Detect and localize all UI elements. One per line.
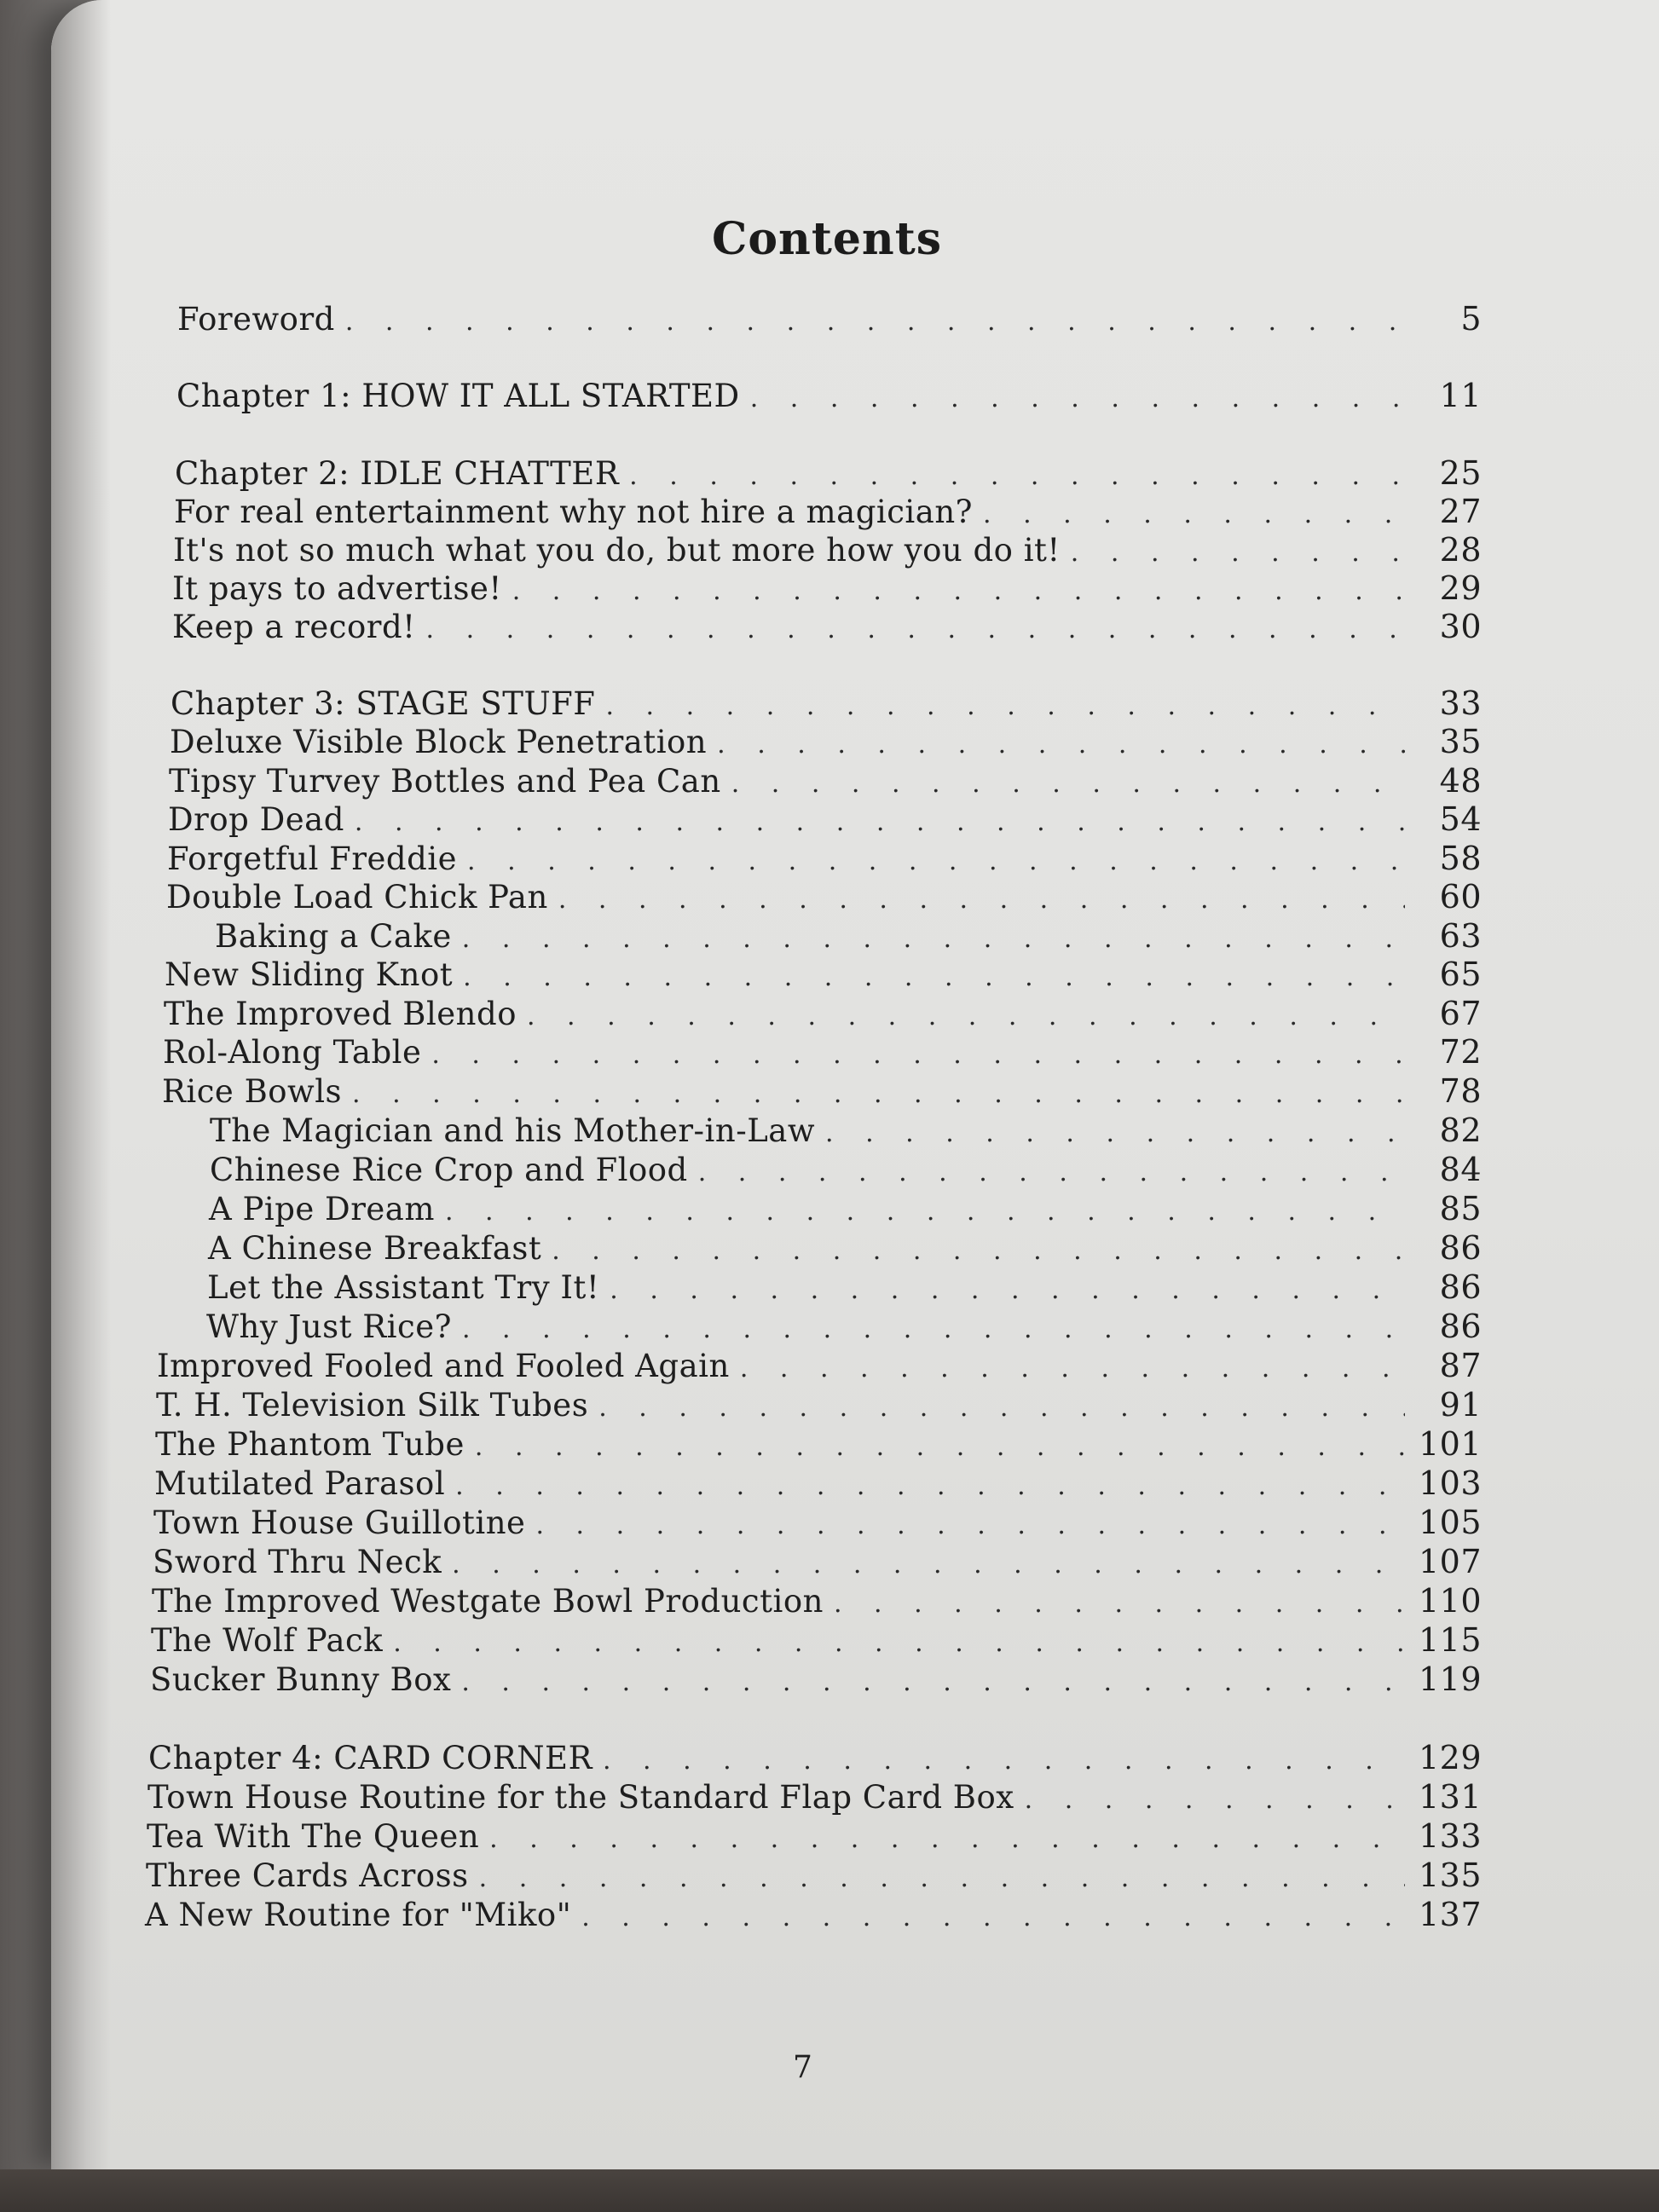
toc-entry-page: 129: [1418, 1739, 1482, 1776]
toc-entry-label: Chinese Rice Crop and Flood: [210, 1152, 688, 1188]
toc-entry: [209, 1190, 1482, 1229]
dot-leader: [535, 1510, 1405, 1540]
toc-entry: [169, 762, 1482, 801]
toc-entry-page: 115: [1418, 1621, 1482, 1659]
dot-leader: [355, 807, 1405, 837]
toc-entry: [173, 531, 1482, 570]
toc-entry-page: 135: [1418, 1857, 1482, 1894]
dot-leader: [461, 1667, 1405, 1697]
dot-leader: [489, 1824, 1405, 1854]
toc-entry-page: 25: [1439, 454, 1482, 492]
dot-leader: [740, 1354, 1405, 1383]
toc-entry-page: 48: [1439, 762, 1482, 800]
toc-entry-label: For real entertainment why not hire a magician?: [174, 494, 973, 530]
toc-entry: [153, 1543, 1482, 1582]
toc-entry-page: 86: [1439, 1268, 1482, 1306]
toc-entry-page: 91: [1439, 1386, 1482, 1424]
toc-entry-label: It's not so much what you do, but more how you do it!: [173, 532, 1061, 569]
toc-entry-label: The Magician and his Mother-in-Law: [210, 1112, 815, 1149]
toc-entry: [147, 1778, 1482, 1817]
toc-entry-label: The Improved Blendo: [164, 996, 517, 1032]
dot-leader: [475, 1432, 1405, 1462]
toc-entry: [145, 1896, 1482, 1935]
toc-entry: [157, 1347, 1482, 1386]
toc-entry: [207, 1268, 1482, 1308]
toc-entry-label: A Pipe Dream: [209, 1191, 435, 1227]
toc-entry-label: Chapter 2: IDLE CHATTER: [175, 455, 620, 492]
toc-entry: [151, 1621, 1482, 1660]
toc-entry: [177, 300, 1482, 339]
toc-entry: [210, 1151, 1482, 1190]
toc-entry-label: Sucker Bunny Box: [150, 1661, 452, 1698]
toc-entry: [146, 1857, 1482, 1896]
dot-leader: [452, 1550, 1405, 1580]
toc-entry-page: 28: [1439, 531, 1482, 569]
toc-entry-label: Rice Bowls: [162, 1073, 343, 1110]
dot-leader: [455, 1471, 1405, 1501]
toc-entry-page: 119: [1418, 1660, 1482, 1698]
toc-entry-label: Chapter 1: HOW IT ALL STARTED: [176, 378, 740, 414]
toc-entry-label: Forgetful Freddie: [167, 840, 458, 877]
toc-entry-page: 110: [1418, 1582, 1482, 1620]
toc-entry-page: 72: [1439, 1033, 1482, 1071]
dot-leader: [834, 1589, 1405, 1619]
toc-entry: [148, 1739, 1482, 1778]
toc-entry-label: The Improved Westgate Bowl Production: [152, 1583, 824, 1620]
toc-entry-label: It pays to advertise!: [172, 570, 502, 607]
toc-entry-label: New Sliding Knot: [165, 956, 454, 993]
dot-leader: [983, 500, 1405, 529]
toc-entry-page: 101: [1418, 1425, 1482, 1463]
dot-leader: [445, 1197, 1405, 1227]
dot-leader: [603, 1746, 1405, 1776]
dot-leader: [698, 1158, 1405, 1187]
dot-leader: [431, 1040, 1405, 1070]
dot-leader: [1025, 1785, 1405, 1815]
toc-entry-label: Drop Dead: [168, 801, 344, 838]
toc-entry-page: 131: [1418, 1778, 1482, 1816]
dot-leader: [717, 730, 1405, 759]
toc-entry-page: 137: [1418, 1896, 1482, 1933]
toc-entry: [206, 1308, 1482, 1347]
toc-entry: [164, 995, 1482, 1034]
toc-entry: [172, 569, 1482, 609]
toc-entry-page: 105: [1418, 1504, 1482, 1541]
toc-entry: [167, 840, 1482, 879]
toc-entry-page: 11: [1439, 377, 1482, 414]
background-surface: [0, 2169, 1659, 2212]
toc-entry: [153, 1504, 1482, 1543]
toc-entry: [175, 454, 1482, 494]
toc-entry-label: Chapter 4: CARD CORNER: [148, 1740, 592, 1776]
dot-leader: [629, 461, 1405, 491]
page-title: Contents: [711, 213, 943, 265]
toc-entry-page: 86: [1439, 1229, 1482, 1267]
toc-entry-page: 60: [1439, 878, 1482, 915]
dot-leader: [352, 1079, 1405, 1109]
toc-entry-label: Tea With The Queen: [147, 1818, 480, 1855]
toc-entry-label: Sword Thru Neck: [153, 1544, 442, 1580]
toc-entry-page: 82: [1439, 1112, 1482, 1149]
toc-entry-label: A Chinese Breakfast: [208, 1230, 542, 1267]
dot-leader: [463, 962, 1405, 992]
dot-leader: [479, 1863, 1405, 1893]
toc-entry-page: 30: [1439, 608, 1482, 645]
dot-leader: [393, 1628, 1405, 1658]
toc-entry-page: 58: [1439, 840, 1482, 877]
dot-leader: [731, 769, 1405, 799]
toc-entry-label: Mutilated Parasol: [154, 1465, 446, 1502]
toc-entry: [171, 684, 1482, 724]
toc-entry: [154, 1464, 1482, 1504]
toc-entry-label: Foreword: [177, 301, 335, 338]
toc-entry-label: Rol-Along Table: [163, 1034, 422, 1071]
dot-leader: [462, 924, 1405, 954]
dot-leader: [512, 576, 1405, 606]
page-number: 7: [793, 2050, 812, 2085]
toc-entry: [166, 878, 1482, 917]
dot-leader: [426, 615, 1405, 644]
toc-entry-page: 84: [1439, 1151, 1482, 1188]
dot-leader: [345, 307, 1405, 337]
toc-entry-page: 85: [1439, 1190, 1482, 1227]
toc-entry-label: Deluxe Visible Block Penetration: [170, 724, 708, 760]
dot-leader: [527, 1002, 1405, 1031]
toc-entry: [172, 608, 1482, 647]
toc-entry-page: 67: [1439, 995, 1482, 1032]
toc-entry-page: 87: [1439, 1347, 1482, 1384]
toc-entry-page: 54: [1439, 800, 1482, 838]
toc-entry-label: Town House Guillotine: [153, 1505, 526, 1541]
toc-entry-label: Double Load Chick Pan: [166, 879, 548, 915]
toc-entry: [155, 1425, 1482, 1464]
dot-leader: [825, 1118, 1405, 1148]
toc-entry-label: The Phantom Tube: [155, 1426, 465, 1463]
toc-entry: [162, 1072, 1482, 1112]
toc-entry-page: 35: [1439, 723, 1482, 760]
toc-entry-label: Why Just Rice?: [206, 1308, 452, 1345]
toc-entry: [170, 723, 1482, 762]
dot-leader: [1071, 538, 1405, 568]
toc-entry: [163, 1033, 1482, 1072]
toc-entry: [210, 1112, 1482, 1151]
dot-leader: [467, 846, 1405, 876]
toc-entry: [174, 493, 1482, 532]
dot-leader: [610, 1275, 1405, 1305]
dot-leader: [462, 1314, 1405, 1344]
toc-entry: [176, 377, 1482, 416]
toc-entry-page: 86: [1439, 1308, 1482, 1345]
toc-entry-label: A New Routine for "Miko": [145, 1897, 572, 1933]
toc-entry-label: Chapter 3: STAGE STUFF: [171, 685, 596, 722]
toc-entry-page: 133: [1418, 1817, 1482, 1855]
toc-entry-page: 78: [1439, 1072, 1482, 1110]
toc-entry: [215, 917, 1482, 956]
toc-entry-label: Three Cards Across: [146, 1857, 469, 1894]
toc-entry-page: 103: [1418, 1464, 1482, 1502]
toc-entry-page: 27: [1439, 493, 1482, 530]
toc-entry-page: 65: [1439, 956, 1482, 993]
toc-entry-page: 33: [1439, 684, 1482, 722]
dot-leader: [558, 885, 1405, 915]
dot-leader: [598, 1393, 1405, 1423]
toc-entry-page: 63: [1439, 917, 1482, 955]
toc-entry-label: Improved Fooled and Fooled Again: [157, 1348, 730, 1384]
dot-leader: [581, 1903, 1405, 1932]
toc-entry-label: Baking a Cake: [215, 918, 452, 955]
toc-entry: [150, 1660, 1482, 1700]
dot-leader: [605, 691, 1405, 721]
toc-entry-label: Let the Assistant Try It!: [207, 1269, 600, 1306]
toc-entry-page: 5: [1460, 300, 1482, 338]
toc-entry-label: T. H. Television Silk Tubes: [156, 1387, 589, 1424]
toc-entry: [152, 1582, 1482, 1621]
toc-entry-label: Town House Routine for the Standard Flap Card Box: [147, 1779, 1014, 1816]
toc-entry: [165, 956, 1482, 995]
toc-entry-page: 29: [1439, 569, 1482, 607]
toc-entry: [168, 800, 1482, 840]
toc-entry: [156, 1386, 1482, 1425]
toc-entry-label: The Wolf Pack: [151, 1622, 384, 1659]
dot-leader: [750, 384, 1405, 413]
toc-entry-page: 107: [1418, 1543, 1482, 1580]
dot-leader: [552, 1236, 1405, 1266]
toc-entry-label: Tipsy Turvey Bottles and Pea Can: [169, 763, 721, 800]
toc-entry-label: Keep a record!: [172, 609, 416, 645]
toc-entry: [147, 1817, 1482, 1857]
toc-entry: [208, 1229, 1482, 1268]
